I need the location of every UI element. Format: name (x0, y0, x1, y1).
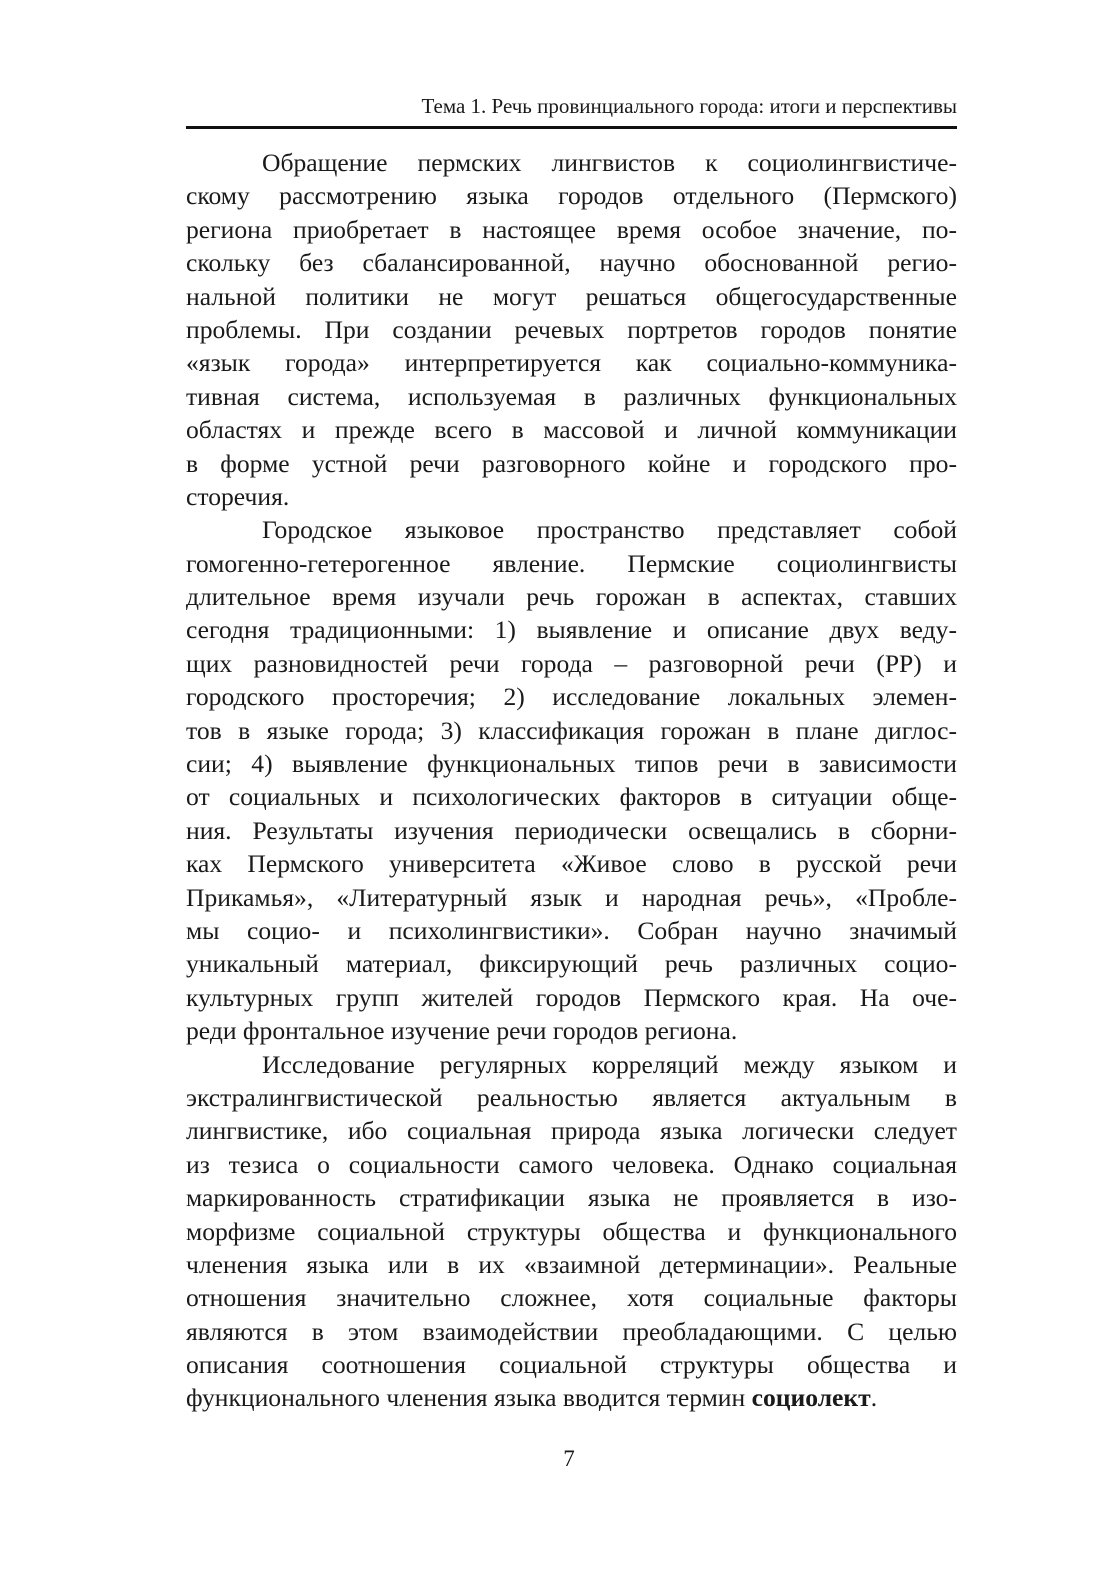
text-line: региона приобретает в настоящее время особое значение, по- (186, 214, 957, 244)
text-line: сторечия. (186, 481, 290, 511)
text-line: сегодня традиционными: 1) выявление и описание двух веду- (186, 615, 957, 645)
text-line: морфизме социальной структуры общества и функционального (186, 1216, 957, 1246)
text-line: Городское языковое пространство представляет собой (262, 515, 957, 545)
text-line: скольку без сбалансированной, научно обоснованной регио- (186, 248, 957, 278)
text-line: членения языка или в их «взаимной детерминации». Реальные (186, 1249, 957, 1279)
header-rule (186, 126, 957, 129)
text-line: мы социо- и психолингвистики». Собран научно значимый (186, 915, 957, 945)
text-line: Прикамья», «Литературный язык и народная речь», «Пробле- (186, 882, 957, 912)
text-line: проблемы. При создании речевых портретов городов понятие (186, 314, 957, 344)
text-line: ния. Результаты изучения периодически освещались в сборни- (186, 815, 957, 845)
body-text (186, 146, 957, 1415)
text-line: гомогенно-гетерогенное явление. Пермские социолингвисты (186, 548, 957, 578)
text-line: экстралингвистической реальностью является актуальным в (186, 1082, 957, 1112)
text-line: являются в этом взаимодействии преобладающими. С целью (186, 1316, 957, 1346)
text-span: функционального членения языка вводится термин (186, 1383, 752, 1413)
text-line: реди фронтальное изучение речи городов региона. (186, 1016, 738, 1046)
text-line: сии; 4) выявление функциональных типов речи в зависимости (186, 749, 957, 779)
text-line: Обращение пермских лингвистов к социолингвистиче- (262, 148, 957, 177)
text-line: от социальных и психологических факторов в ситуации обще- (186, 782, 957, 812)
text-span: . (870, 1383, 878, 1413)
text-line: нальной политики не могут решаться общегосударственные (186, 281, 957, 311)
text-line: областях и прежде всего в массовой и личной коммуникации (186, 415, 957, 445)
paragraph-2 (186, 513, 957, 1047)
text-line: в форме устной речи разговорного койне и городского про- (186, 448, 957, 478)
text-line: городского просторечия; 2) исследование локальных элемен- (186, 682, 957, 712)
page-number: 7 (563, 1446, 575, 1471)
text-line: из тезиса о социальности самого человека. Однако социальная (186, 1149, 957, 1179)
text-line: длительное время изучали речь горожан в аспектах, ставших (186, 582, 957, 612)
text-line-final (186, 1381, 957, 1414)
text-line: отношения значительно сложнее, хотя социальные факторы (186, 1283, 957, 1313)
bold-term: социолект (751, 1383, 871, 1413)
text-line: «язык города» интерпретируется как социально-коммуника- (186, 348, 957, 378)
text-line: щих разновидностей речи города – разговорной речи (РР) и (186, 648, 957, 678)
text-line: тивная система, используемая в различных функциональных (186, 381, 957, 411)
text-line: скому рассмотрению языка городов отдельного (Пермского) (186, 181, 957, 211)
text-line: лингвистике, ибо социальная природа языка логически следует (186, 1116, 957, 1146)
text-line: культурных групп жителей городов Пермского края. На оче- (186, 982, 957, 1012)
paragraph-1 (186, 146, 957, 513)
text-line: тов в языке города; 3) классификация горожан в плане диглос- (186, 715, 957, 745)
text-line: ках Пермского университета «Живое слово в русской речи (186, 849, 957, 879)
text-line: Исследование регулярных корреляций между языком и (262, 1049, 957, 1079)
paragraph-3 (186, 1048, 957, 1415)
running-header: Тема 1. Речь провинциального города: итоги и перспективы (421, 94, 957, 118)
text-line: маркированность стратификации языка не проявляется в изо- (186, 1183, 957, 1213)
text-line: описания соотношения социальной структуры общества и (186, 1350, 957, 1380)
text-line: уникальный материал, фиксирующий речь различных социо- (186, 949, 957, 979)
